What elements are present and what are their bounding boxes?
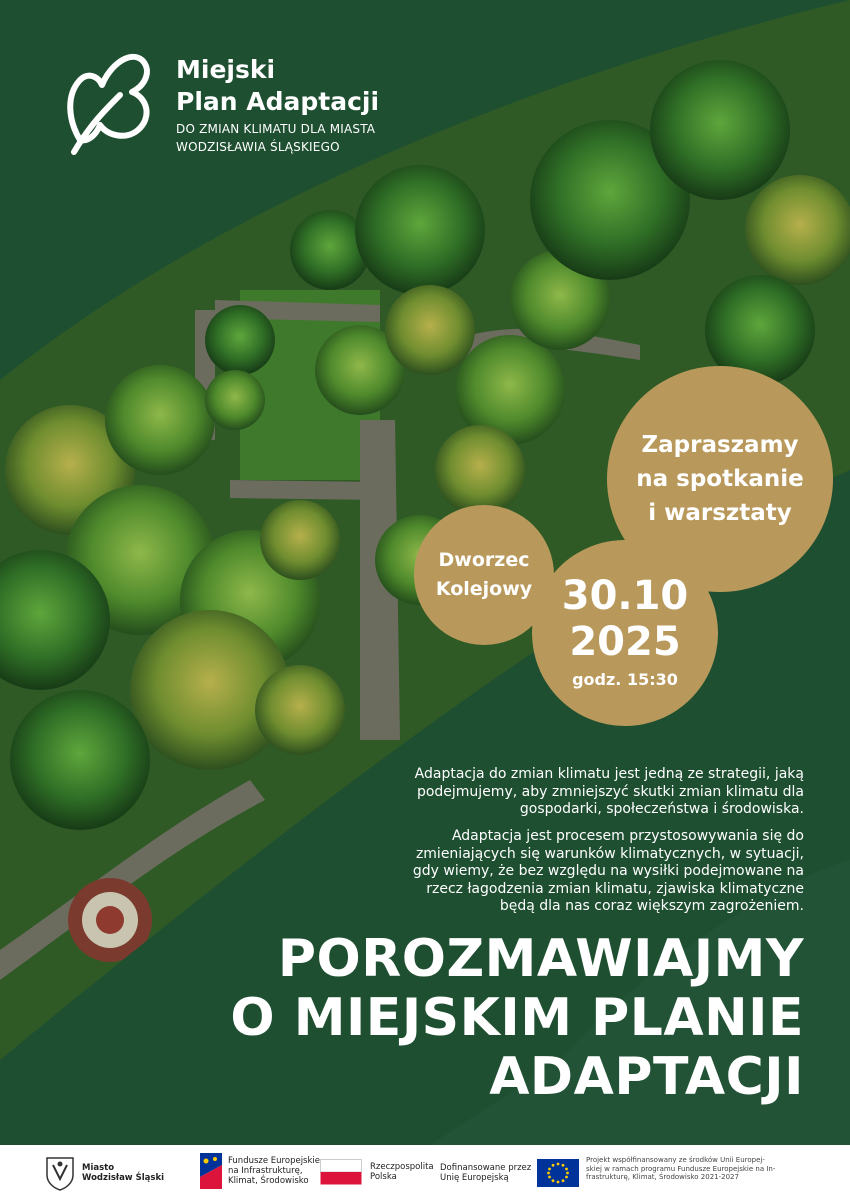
eu-logo — [440, 1159, 579, 1187]
date-day: 30.10 — [561, 573, 689, 619]
headline-line2: O MIEJSKIM PLANIE — [230, 988, 804, 1048]
invite-line3: i warsztaty — [648, 500, 792, 526]
rp-logo — [320, 1159, 434, 1185]
intro-paragraph-2 — [354, 828, 804, 916]
place-line1: Dworzec — [438, 549, 530, 571]
date-year: 2025 — [569, 619, 681, 665]
eu-flag-icon — [537, 1159, 579, 1187]
p1-line: Adaptacja do zmian klimatu jest jedną ze strategii, jaką — [414, 766, 804, 782]
city-crest-icon — [44, 1155, 76, 1191]
brand-title-line2: Plan Adaptacji — [176, 87, 380, 116]
footer-logos — [0, 1145, 850, 1202]
brand-subtitle-line1: DO ZMIAN KLIMATU DLA MIASTA — [176, 122, 376, 136]
funding-note — [586, 1156, 775, 1182]
p2-line: rzecz łagodzenia zmian klimatu, zjawiska klimatyczne — [426, 880, 804, 897]
eu-funds-icon — [200, 1153, 222, 1189]
place-line2: Kolejowy — [435, 578, 533, 600]
leaf-logo-icon — [60, 40, 155, 160]
funds-logo — [200, 1153, 320, 1189]
eu-label: Dofinansowane przez Unię Europejską — [440, 1163, 532, 1183]
city-logo — [44, 1155, 164, 1191]
invite-line2: na spotkanie — [636, 466, 804, 492]
p2-line: będą dla nas coraz większym zagrożeniem. — [499, 898, 804, 914]
invite-line1: Zapraszamy — [641, 432, 799, 458]
p2-line: zmieniających się warunków klimatycznych, w sytuacji, — [415, 845, 804, 862]
intro-paragraph-1 — [354, 766, 804, 819]
headline — [230, 930, 804, 1107]
brand-title — [176, 54, 379, 118]
poland-flag-icon — [320, 1159, 362, 1185]
city-label: Miasto Wodzisław Śląski — [82, 1163, 165, 1183]
p2-line: Adaptacja jest procesem przystosowywania się do — [451, 828, 804, 844]
funds-label: Fundusze Europejskie na Infrastrukturę, Klimat, Środowisko — [228, 1156, 320, 1186]
headline-line1: POROZMAWIAJMY — [277, 929, 804, 989]
date-badge — [532, 540, 718, 726]
date-time: godz. 15:30 — [572, 670, 678, 689]
p1-line: podejmujemy, aby zmniejszyć skutki zmian klimatu dla — [416, 783, 804, 800]
p2-line: gdy wiemy, że bez względu na wysiłki podejmowane na — [412, 863, 804, 879]
brand-title-line1: Miejski — [176, 55, 276, 84]
brand-subtitle — [176, 120, 375, 156]
brand-subtitle-line2: WODZISŁAWIA ŚLĄSKIEGO — [176, 140, 340, 154]
funding-note-text: Projekt współfinansowany ze środków Unii Europej- skiej w ramach programu Fundusze Europejskie na In- frastrukturę, Klimat, Środowisko 2021-2027 — [586, 1156, 776, 1181]
rp-label: Rzeczpospolita Polska — [370, 1162, 434, 1182]
p1-line: gospodarki, społeczeństwa i środowiska. — [519, 801, 804, 817]
headline-line3: ADAPTACJI — [489, 1047, 804, 1107]
